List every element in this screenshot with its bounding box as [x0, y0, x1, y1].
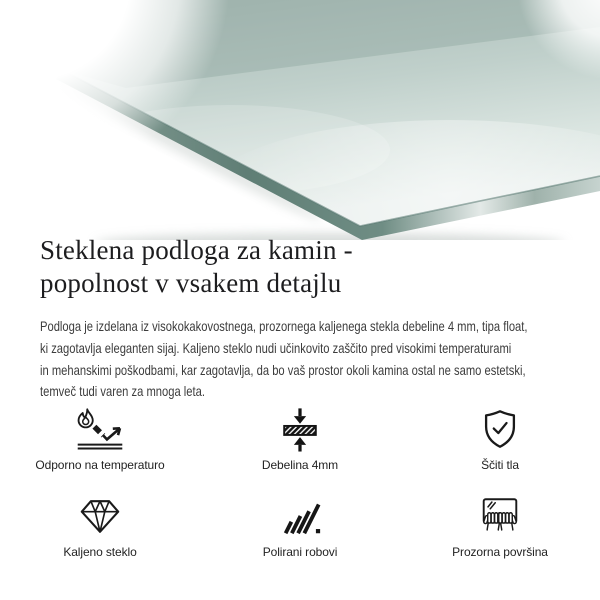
- feature-item-polished-edges: [200, 493, 400, 560]
- feature-grid: [0, 406, 600, 560]
- description-line: Podloga je izdelana iz visokokakovostnega, prozornega kaljenega stekla debeline 4 mm, tipa float,: [40, 318, 528, 334]
- shield-check-icon: [477, 406, 523, 452]
- diamond-icon: [77, 493, 123, 539]
- page-title-line2: popolnost v vsakem detajlu: [40, 268, 342, 298]
- product-description: [40, 316, 560, 403]
- feature-item-thickness: [200, 406, 400, 473]
- product-photo-glass-sheet: [0, 0, 600, 240]
- temperature-resistant-icon: [74, 406, 126, 452]
- feature-label: Kaljeno steklo: [63, 545, 137, 560]
- polished-edges-icon: [277, 493, 323, 539]
- thickness-4mm-icon: [277, 406, 323, 452]
- feature-label: Ščiti tla: [481, 458, 519, 473]
- hands-holding-glass-icon: [477, 493, 523, 539]
- feature-label: Prozorna površina: [452, 545, 548, 560]
- feature-item-floor-protection: [400, 406, 600, 473]
- description-line: in mehanskimi poškodbami, kar zagotavlja, da bo vaš prostor okoli kamina ostal ne samo estetski,: [40, 361, 526, 378]
- feature-label: Odporno na temperaturo: [35, 458, 165, 473]
- description-line: temveč tudi varen za mnoga leta.: [40, 383, 205, 400]
- feature-item-temperature: [0, 406, 200, 473]
- feature-label: Polirani robovi: [262, 545, 338, 560]
- feature-label: Debelina 4mm: [261, 458, 339, 473]
- feature-item-transparent-surface: [400, 493, 600, 560]
- description-line: ki zagotavlja eleganten sijaj. Kaljeno steklo nudi učinkovito zaščito pred visokimi temperaturami: [40, 339, 512, 356]
- page-title-line1: Steklena podloga za kamin -: [40, 235, 353, 265]
- page-title: [40, 234, 560, 300]
- feature-item-tempered-glass: [0, 493, 200, 560]
